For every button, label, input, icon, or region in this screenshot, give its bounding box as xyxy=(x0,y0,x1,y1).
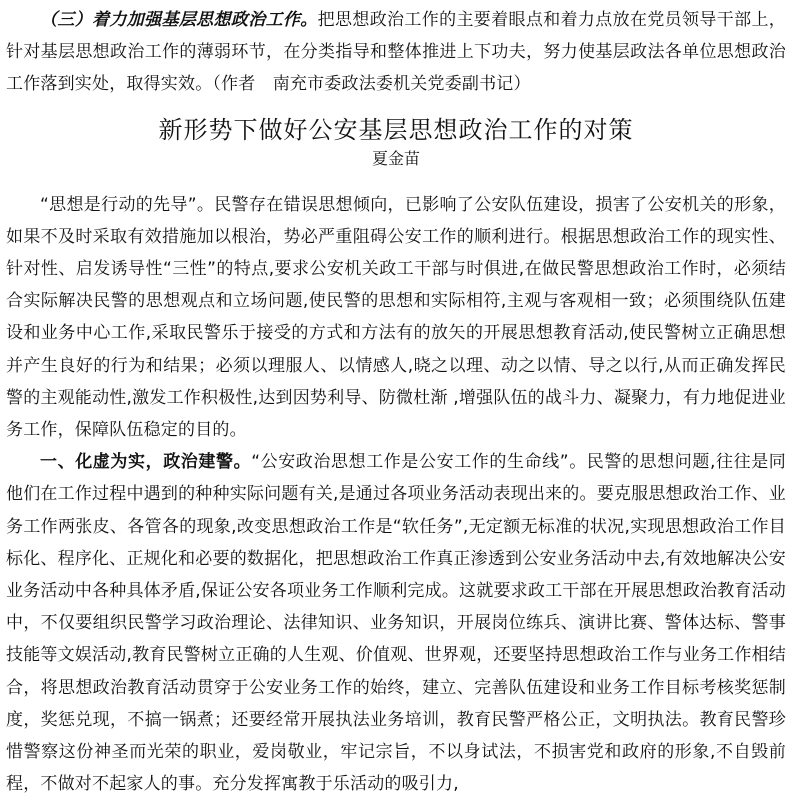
previous-article-lead-heading: （三）着力加强基层思想政治工作。 xyxy=(40,10,318,30)
previous-article-closing-paragraph xyxy=(6,4,786,101)
section-one-heading: 一、化虚为实，政治建警。 xyxy=(40,452,252,473)
section-one-text: “公安政治思想工作是公安工作的生命线”。民警的思想问题,往往是同他们在工作过程中遇到的种种实际问题有关,是通过各项业务活动表现出来的。要克服思想政治工作、业务工作两张皮、各管各的现象,改变思想政治工作是“软任务”,无定额无标准的状况,实现思想政治工作目标化、程序化、正规化和必要的数据化，把思想政治工作真正渗透到公安业务活动中去,有效地解决公安业务活动中各种具体矛盾,保证公安各项业务工作顺利完成。这就要求政工干部在开展思想政治教育活动中，不仅要组织民警学习政治理论、法律知识、业务知识，开展岗位练兵、演讲比赛、警体达标、警事技能等文娱活动,教育民警树立正确的人生观、价值观、世界观，还要坚持思想政治工作与业务工作相结合，将思想政治教育活动贯穿于公安业务工作的始终，建立、完善队伍建设和业务工作目标考核奖惩制度，奖惩兑现，不搞一锅煮；还要经常开展执法业务培训，教育民警严格公正，文明执法。教育民警珍惜警察这份神圣而光荣的职业，爱岗敬业，牢记宗旨，不以身试法，不损害党和政府的形象,不自毁前程，不做对不起家人的事。充分发挥寓教于乐活动的吸引力, xyxy=(6,452,786,795)
section-one-paragraph xyxy=(6,446,786,800)
title-body-spacer xyxy=(6,171,786,189)
previous-article-text: 把思想政治工作的主要着眼点和着力点放在党员领导干部上，针对基层思想政治工作的薄弱环节，在分类指导和整体推进上下功夫，努力使基层政法各单位思想政治工作落到实处，取得实效。（作者 南充市委政法委机关党委副书记） xyxy=(6,10,786,95)
article-author: 夏金苗 xyxy=(371,148,420,168)
article-intro-paragraph: “思想是行动的先导”。民警存在错误思想倾向，已影响了公安队伍建设，损害了公安机关的形象，如果不及时采取有效措施加以根治，势必严重阻碍公安工作的顺利进行。根据思想政治工作的现实性、针对性、启发诱导性“三性”的特点,要求公安机关政工干部与时俱进,在做民警思想政治工作时，必须结合实际解决民警的思想观点和立场问题,使民警的思想和实际相符,主观与客观相一致；必须围绕队伍建设和业务中心工作,采取民警乐于接受的方式和方法有的放矢的开展思想教育活动,使民警树立正确思想并产生良好的行为和结果；必须以理服人、以情感人,晓之以理、动之以情、导之以行,从而正确发挥民警的主观能动性,激发工作积极性,达到因势利导、防微杜渐 ,增强队伍的战斗力、凝聚力，有力地促进业务工作，保障队伍稳定的目的。 xyxy=(6,194,786,441)
document-page xyxy=(6,4,786,800)
article-title: 新形势下做好公安基层思想政治工作的对策 xyxy=(158,115,634,144)
